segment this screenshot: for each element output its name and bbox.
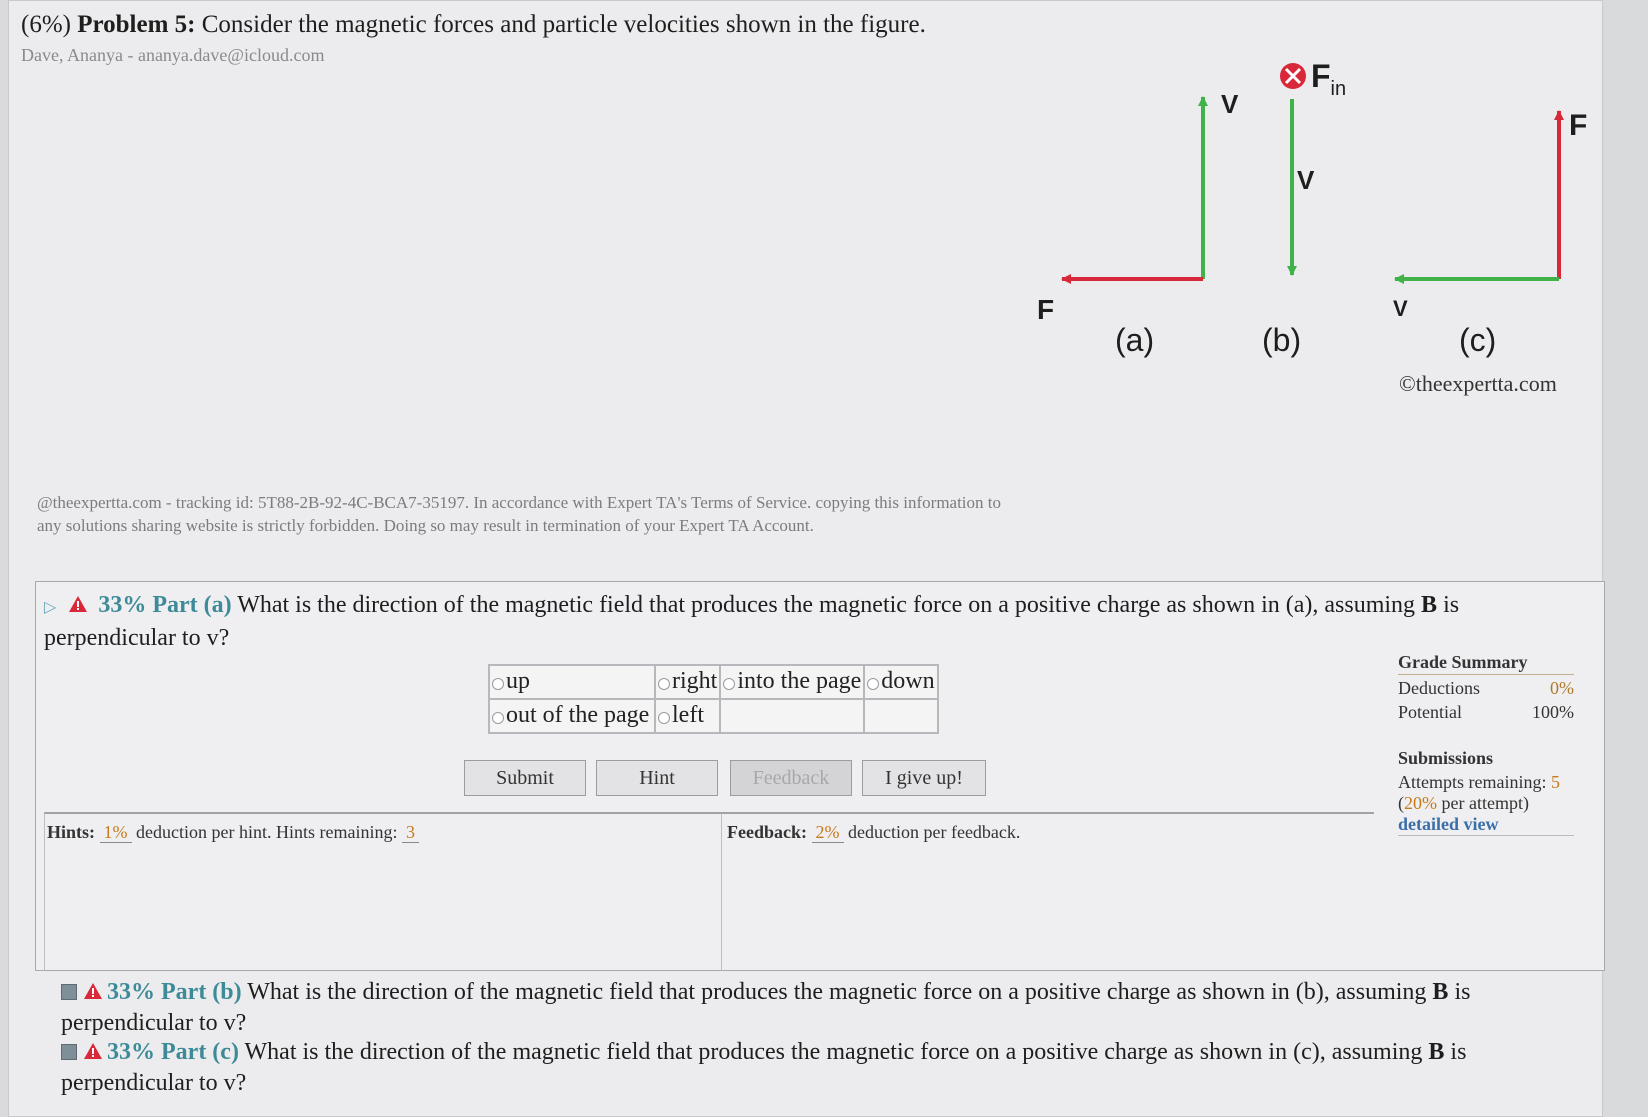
part-b-question-end: is perpendicular to v?: [61, 979, 1471, 1036]
part-c-bold-b: B: [1428, 1039, 1445, 1065]
radio-down[interactable]: [867, 678, 879, 690]
part-c-percent: 33% Part (c): [107, 1039, 239, 1065]
expand-triangle-icon[interactable]: ▷: [44, 599, 57, 616]
problem-figure: [1019, 51, 1599, 411]
problem-header: [21, 11, 926, 39]
deductions-label: Deductions: [1398, 678, 1480, 698]
choice-out-of-the-page[interactable]: out of the page: [489, 699, 655, 733]
potential-label: Potential: [1398, 702, 1462, 722]
problem-weight: (6%): [21, 11, 71, 38]
deductions-value: 0%: [1550, 678, 1574, 698]
caption-b: (b): [1262, 322, 1302, 358]
empty-cell: [864, 699, 937, 733]
part-a-panel: [35, 581, 1605, 971]
label-f-c: F: [1569, 109, 1588, 142]
caption-c: (c): [1459, 322, 1497, 358]
submit-button[interactable]: Submit: [464, 760, 586, 796]
part-b-percent: 33% Part (b): [107, 979, 242, 1005]
figure-watermark: ©theexpertta.com: [1399, 371, 1557, 396]
part-a-title: [44, 590, 1534, 654]
warning-icon: [68, 595, 88, 613]
copyright-note: @theexpertta.com - tracking id: 5T88-2B-92-4C-BCA7-35197. In accordance with Expert TA's Terms of Service. copying this information to any solutions sharing website is strictly forbidden. Doing so may result in termination of your Expert TA Account.: [37, 493, 1002, 535]
submissions-panel: [1398, 748, 1574, 836]
part-a-question-end: is perpendicular to v?: [44, 592, 1460, 651]
problem-title: Problem 5:: [77, 11, 196, 38]
per-attempt-value: 20%: [1404, 793, 1437, 813]
hints-remaining: 3: [402, 822, 419, 843]
choice-into-the-page[interactable]: into the page: [720, 665, 864, 699]
choice-right[interactable]: right: [655, 665, 720, 699]
empty-cell: [720, 699, 864, 733]
warning-icon: [83, 982, 103, 1000]
divider: [721, 814, 722, 970]
hint-button[interactable]: Hint: [596, 760, 718, 796]
radio-out-of-the-page[interactable]: [492, 712, 504, 724]
feedback-button[interactable]: Feedback: [730, 760, 852, 796]
problem-statement: Consider the magnetic forces and particle velocities shown in the figure.: [201, 11, 926, 38]
collapse-icon[interactable]: [61, 1044, 77, 1060]
part-b-bold-b: B: [1432, 979, 1449, 1005]
warning-icon: [83, 1042, 103, 1060]
attempts-value: 5: [1550, 772, 1560, 792]
part-a-percent: 33% Part (a): [98, 592, 232, 618]
hints-feedback-area: [44, 812, 1374, 970]
part-a-question: What is the direction of the magnetic field that produces the magnetic force on a positive charge as shown in (a), assuming: [237, 592, 1416, 618]
part-c-question-end: is perpendicular to v?: [61, 1039, 1467, 1096]
part-b-question: What is the direction of the magnetic field that produces the magnetic force on a positive charge as shown in (b), assuming: [247, 979, 1427, 1005]
radio-right[interactable]: [658, 678, 670, 690]
student-info: Dave, Ananya - ananya.dave@icloud.com: [21, 45, 325, 65]
problem-page: [8, 0, 1603, 1117]
grade-summary: [1398, 652, 1574, 723]
label-v-a: V: [1221, 89, 1239, 119]
feedback-deduction: 2%: [812, 822, 844, 843]
detailed-view-link[interactable]: detailed view: [1398, 814, 1574, 836]
label-fin: $F_{in}$: [1311, 58, 1347, 100]
caption-a: (a): [1115, 322, 1155, 358]
hints-info: [47, 822, 419, 843]
hints-label: Hints:: [47, 822, 96, 842]
part-c-question: What is the direction of the magnetic field that produces the magnetic force on a positive charge as shown in (c), assuming: [244, 1039, 1423, 1065]
grade-summary-title: Grade Summary: [1398, 652, 1574, 675]
attempts-remaining: Attempts remaining: 5: [1398, 772, 1560, 792]
feedback-label: Feedback:: [727, 822, 807, 842]
choice-left[interactable]: left: [655, 699, 720, 733]
per-attempt: (20% per attempt): [1398, 793, 1529, 813]
part-a-bold-b: B: [1421, 592, 1438, 618]
radio-into-the-page[interactable]: [723, 678, 735, 690]
potential-value: 100%: [1532, 702, 1574, 722]
radio-left[interactable]: [658, 712, 670, 724]
label-f-a: F: [1037, 294, 1055, 325]
collapse-icon[interactable]: [61, 984, 77, 1000]
feedback-info: [727, 822, 1020, 843]
hints-text: deduction per hint. Hints remaining:: [136, 822, 398, 842]
part-b-header[interactable]: [61, 977, 1561, 1039]
feedback-text: deduction per feedback.: [848, 822, 1021, 842]
answer-choices: [488, 664, 939, 734]
submissions-title: Submissions: [1398, 748, 1494, 768]
hint-deduction: 1%: [100, 822, 132, 843]
choice-down[interactable]: down: [864, 665, 937, 699]
choice-up[interactable]: up: [489, 665, 655, 699]
label-v-b: V: [1297, 165, 1315, 195]
label-v-c: V: [1393, 296, 1408, 321]
give-up-button[interactable]: I give up!: [862, 760, 986, 796]
radio-up[interactable]: [492, 678, 504, 690]
part-c-header[interactable]: [61, 1037, 1561, 1099]
